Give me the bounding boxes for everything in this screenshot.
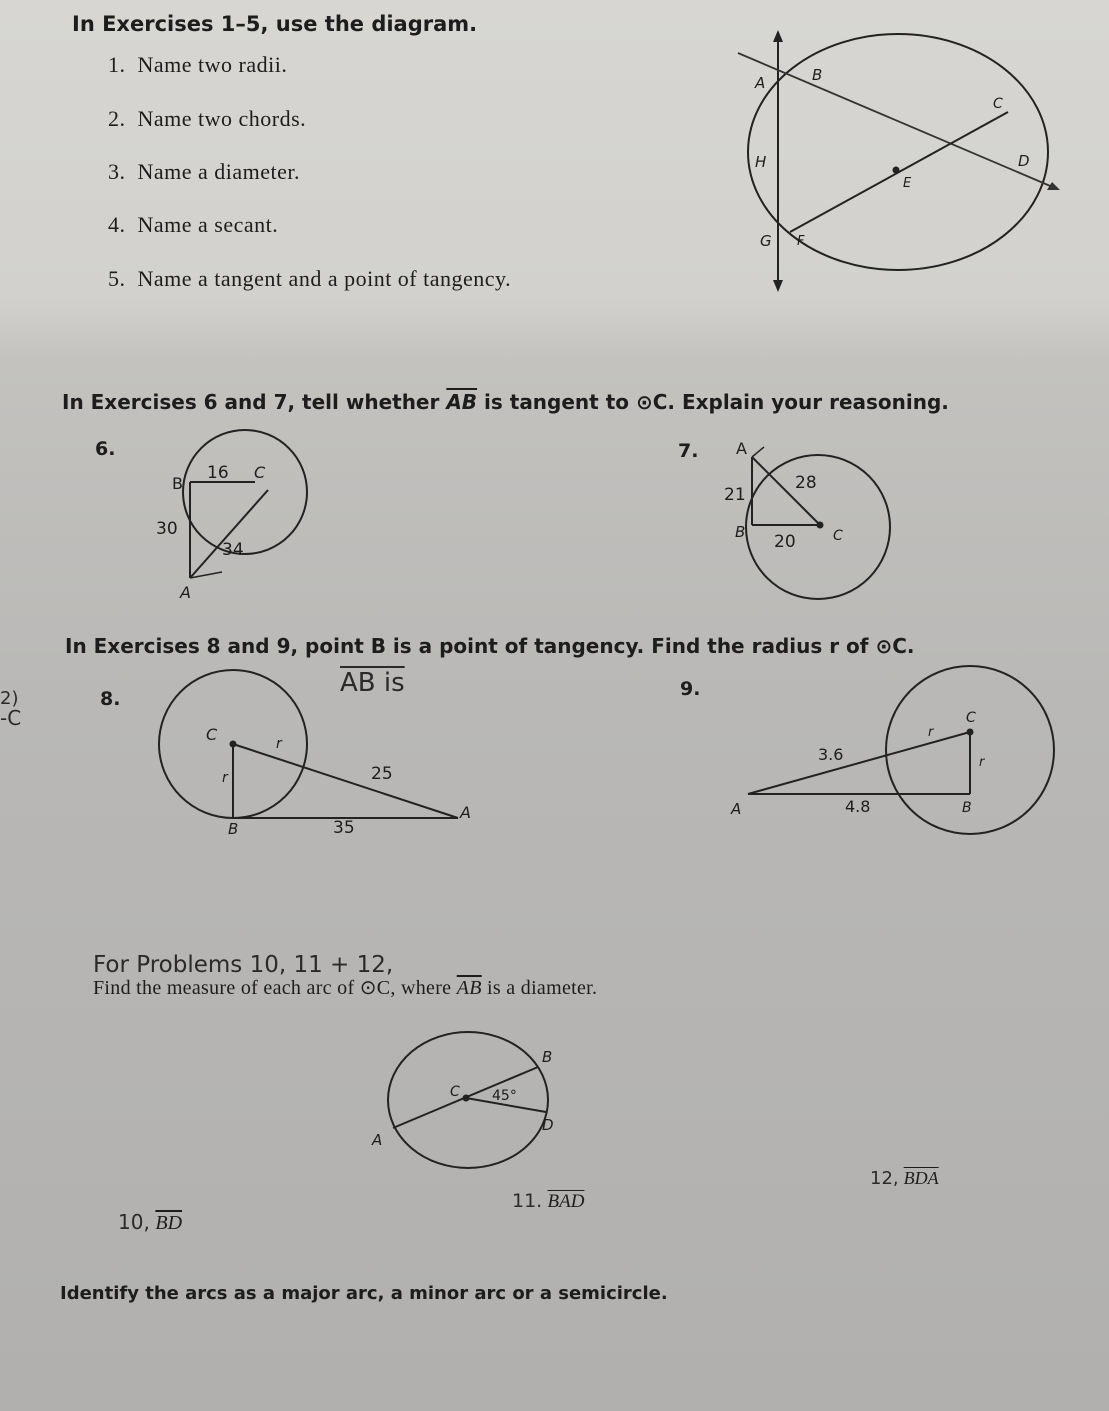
exercise-number: 2. — [108, 106, 126, 131]
margin-note: 2) — [0, 688, 19, 709]
label-r: r — [928, 725, 934, 740]
label-b: B — [228, 820, 239, 838]
handwritten-heading: For Problems 10, 11 + 12, — [93, 952, 394, 978]
arc-diagram — [360, 1030, 570, 1170]
label-r: r — [276, 736, 282, 752]
problem-11 — [512, 1190, 584, 1213]
label-e: E — [903, 176, 912, 191]
section1-heading: In Exercises 1–5, use the diagram. — [72, 12, 478, 36]
exercise-8-number: 8. — [100, 688, 121, 710]
arc-instruction — [93, 975, 597, 1000]
footer-instruction: Identify the arcs as a major arc, a minor arc or a semicircle. — [60, 1283, 668, 1304]
exercise-text: Name a secant. — [137, 212, 279, 237]
label-b: B — [812, 66, 823, 84]
label-3-6: 3.6 — [818, 745, 844, 764]
center-point — [967, 729, 974, 736]
center-point — [817, 522, 824, 529]
section2-heading — [62, 390, 949, 414]
arc-name: $\overline{BAD}$ — [547, 1191, 585, 1212]
circle — [748, 34, 1048, 270]
label-a: A — [736, 439, 747, 458]
label-30: 30 — [156, 519, 178, 539]
label-c: C — [254, 463, 266, 482]
exercise-2 — [108, 106, 306, 132]
exercise-3 — [108, 159, 300, 185]
exercise-number: 1. — [108, 52, 126, 77]
label-b: B — [735, 523, 746, 541]
segment-ab: $\overline{AB}$ — [446, 390, 478, 414]
label-d: D — [1018, 152, 1030, 170]
chord-line — [790, 112, 1008, 232]
exercise-number: 3. — [108, 159, 126, 184]
tangent-tick — [752, 447, 764, 457]
instruction-text: is a diameter. — [487, 977, 598, 999]
label-b: B — [542, 1048, 553, 1066]
problem-10 — [118, 1210, 182, 1235]
exercise-text: Name a tangent and a point of tangency. — [137, 266, 512, 291]
exercise-8-diagram — [150, 670, 490, 840]
exercise-text: Name two chords. — [137, 106, 307, 131]
label-25: 25 — [371, 764, 393, 784]
exercise-9-diagram — [720, 660, 1060, 830]
label-c: C — [833, 528, 843, 544]
label-c: C — [966, 710, 976, 726]
label-20: 20 — [774, 532, 796, 552]
arrowhead-icon — [773, 280, 783, 292]
label-34: 34 — [222, 540, 244, 560]
center-point — [463, 1095, 470, 1102]
label-a: A — [731, 800, 742, 818]
exercise-text: Name a diameter. — [137, 159, 301, 184]
exercise-7-diagram — [720, 430, 900, 600]
problem-12 — [870, 1168, 939, 1189]
label-4-8: 4.8 — [845, 797, 871, 816]
center-point — [230, 741, 237, 748]
label-f: F — [797, 234, 805, 249]
label-b: B — [172, 474, 183, 493]
heading-text: is tangent to ⊙C. Explain your reasoning. — [484, 390, 949, 414]
exercise-number: 4. — [108, 212, 126, 237]
exercise-6-diagram — [150, 450, 320, 610]
label-h: H — [755, 153, 767, 171]
exercise-1 — [108, 52, 287, 78]
label-a: A — [180, 583, 191, 602]
arrowhead-icon — [773, 30, 783, 42]
problem-number: 10, — [118, 1210, 150, 1234]
exercise-7-number: 7. — [678, 440, 699, 462]
exercise-6-number: 6. — [95, 438, 116, 460]
segment-ca — [233, 744, 458, 818]
exercise-9-number: 9. — [680, 678, 701, 700]
label-c: C — [450, 1084, 460, 1100]
label-c: C — [206, 725, 218, 744]
label-16: 16 — [207, 463, 229, 483]
exercise-text: Name two radii. — [137, 52, 288, 77]
segment-ac — [190, 490, 268, 578]
problem-number: 12, — [870, 1168, 899, 1189]
label-45: 45° — [492, 1088, 517, 1104]
label-a: A — [460, 803, 471, 822]
segment-ac — [748, 732, 970, 794]
exercise-number: 5. — [108, 266, 126, 291]
circle-diagram-1-5 — [700, 30, 1080, 300]
label-35: 35 — [333, 818, 355, 838]
problem-number: 11. — [512, 1190, 543, 1212]
exercise-5 — [108, 266, 511, 292]
center-point — [893, 167, 900, 174]
arc-name: $\overline{BD}$ — [155, 1212, 183, 1234]
exercise-4 — [108, 212, 278, 238]
instruction-text: Find the measure of each arc of ⊙C, where — [93, 977, 452, 999]
label-b: B — [962, 800, 972, 816]
label-d: D — [542, 1116, 554, 1134]
label-g: G — [760, 232, 772, 250]
circle — [183, 430, 307, 554]
label-28: 28 — [795, 473, 817, 493]
label-a: A — [755, 74, 766, 92]
label-r: r — [979, 755, 985, 770]
label-c: C — [993, 96, 1003, 112]
label-r: r — [222, 770, 228, 786]
heading-text: In Exercises 6 and 7, tell whether — [62, 390, 440, 414]
margin-note: -C — [0, 706, 22, 730]
arc-name: $\overline{BDA}$ — [903, 1168, 939, 1188]
segment-ab: $\overline{AB}$ — [456, 977, 482, 999]
handwritten-note: AB is — [340, 668, 405, 698]
section3-heading: In Exercises 8 and 9, point B is a point of tangency. Find the radius r of ⊙C. — [65, 634, 915, 658]
label-a: A — [372, 1131, 383, 1149]
label-21: 21 — [724, 485, 746, 505]
